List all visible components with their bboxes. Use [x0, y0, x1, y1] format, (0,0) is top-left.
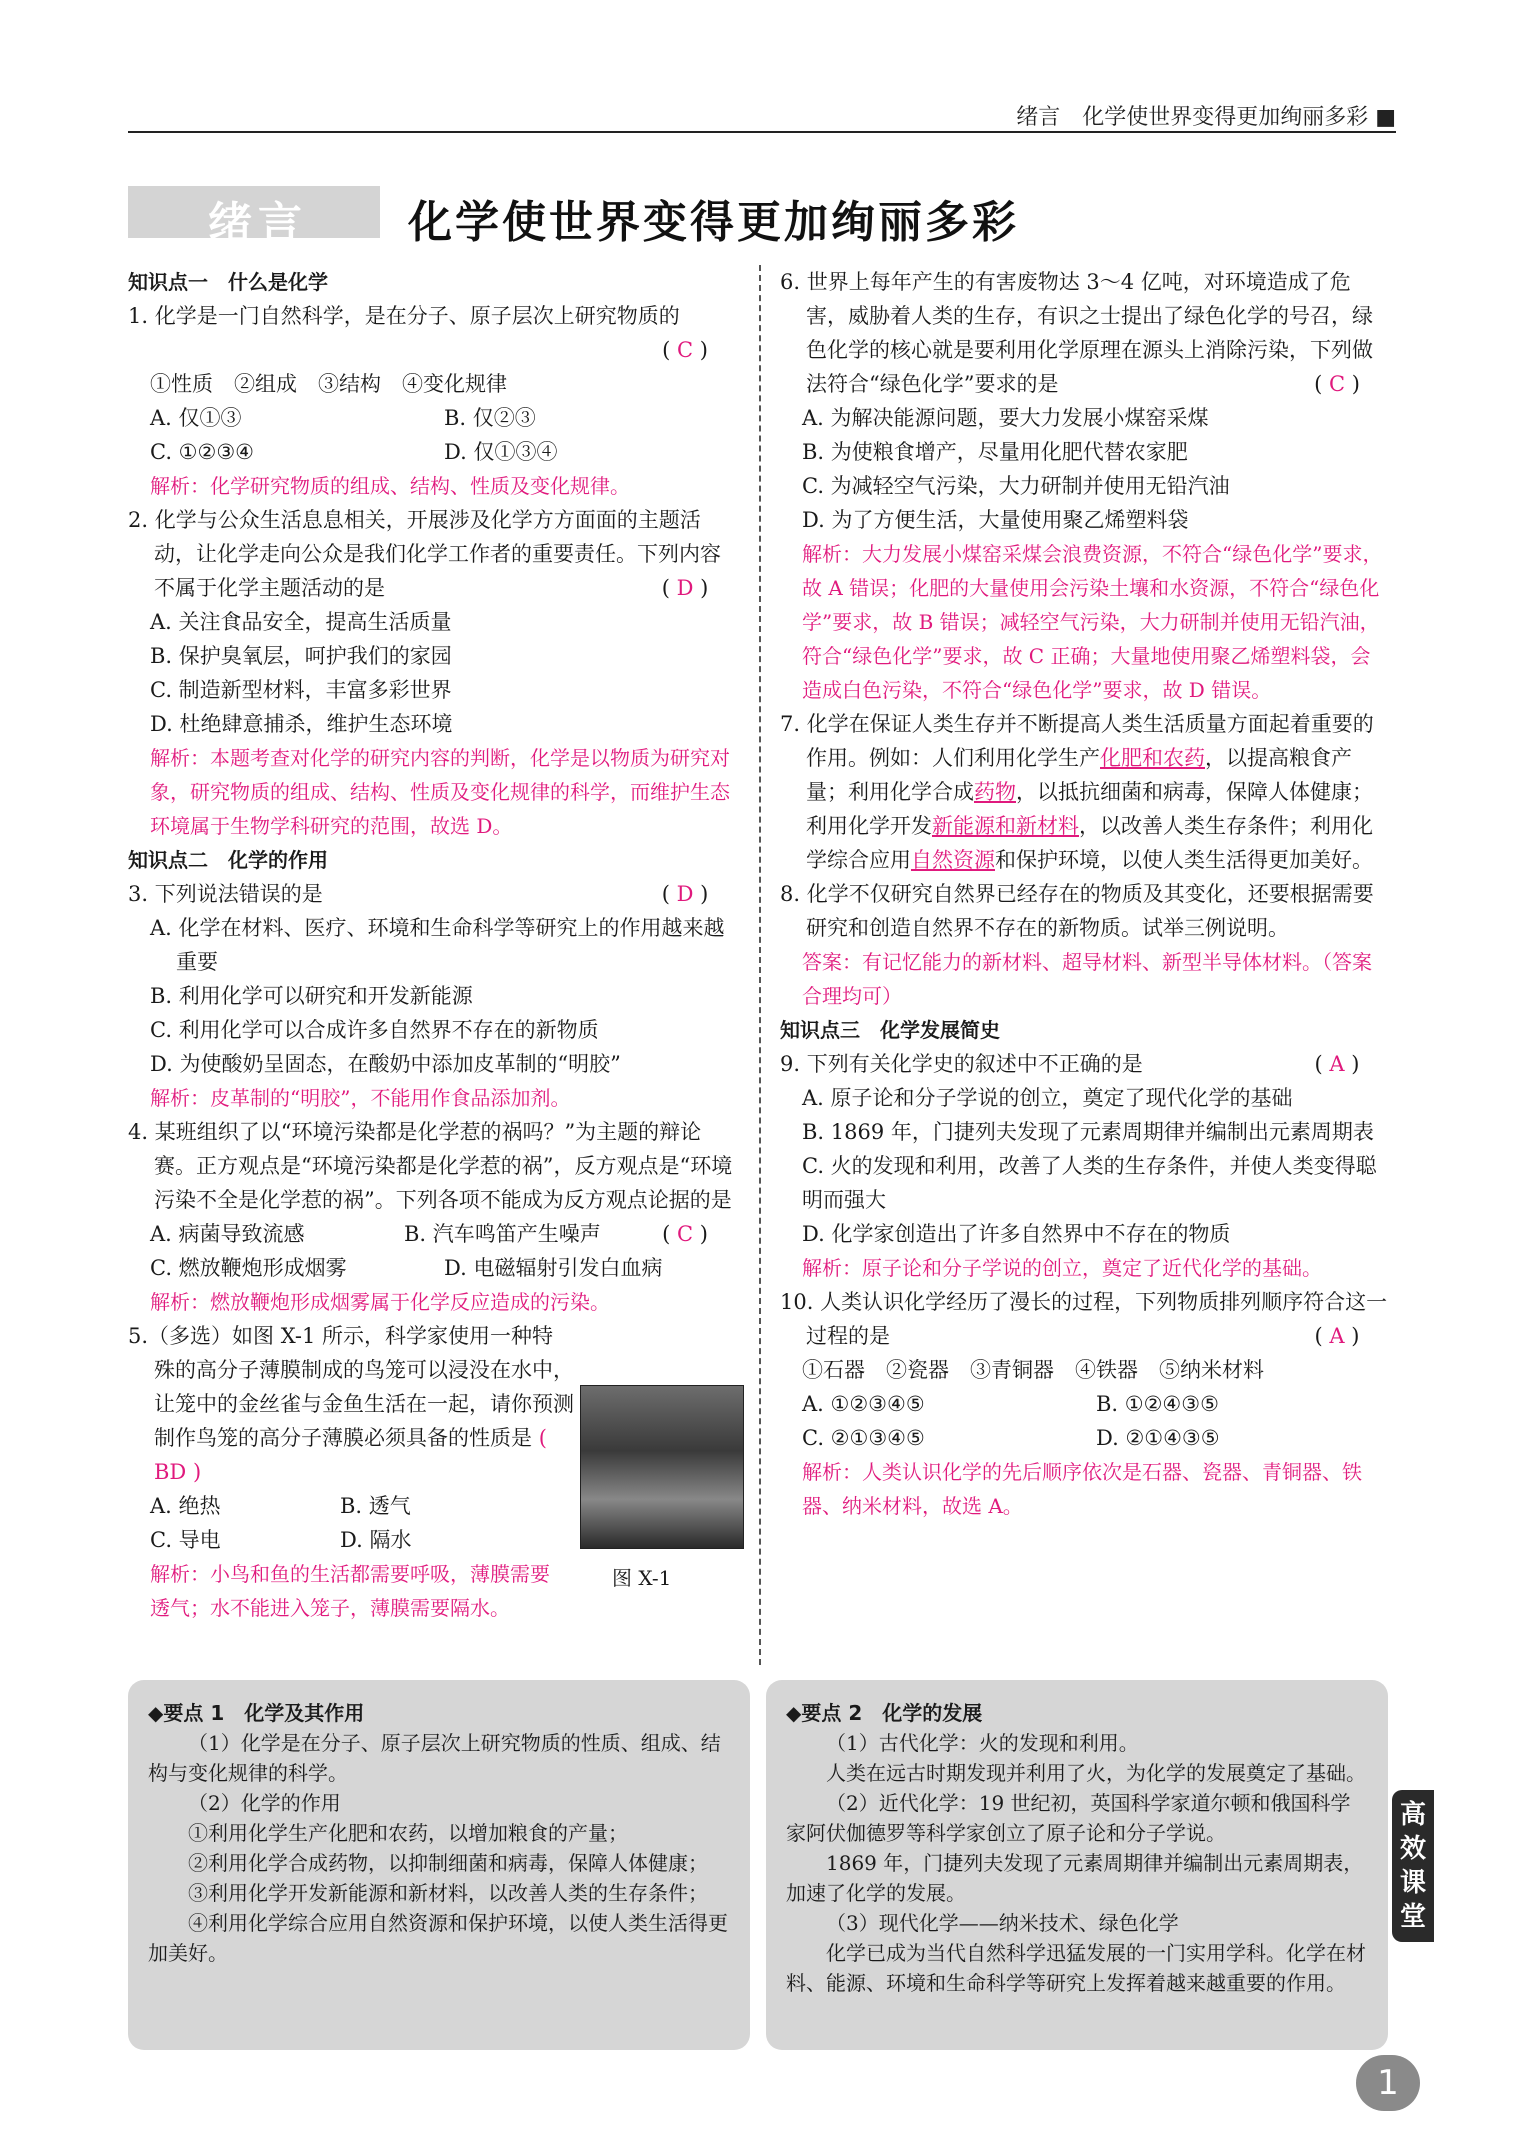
question-8: 8. 化学不仅研究自然界已经存在的物质及其变化，还要根据需要研究和创造自然界不存在的新物质。试举三例说明。 [780, 882, 1374, 940]
question-6: 6. 世界上每年产生的有害废物达 3～4 亿吨，对环境造成了危害，威胁着人类的生存，有识之士提出了绿色化学的号召，绿色化学的核心就是要利用化学原理在源头上消除污染，下列做法符合“绿色化学”要求的是 ( C ) [780, 265, 1390, 401]
q1-analysis: 解析：化学研究物质的组成、结构、性质及变化规律。 [150, 474, 630, 498]
key-point-2-box [766, 1680, 1388, 2050]
q3-analysis: 解析：皮革制的“明胶”，不能用作食品添加剂。 [150, 1086, 571, 1110]
box-line: ④利用化学综合应用自然资源和保护环境，以使人类生活得更加美好。 [148, 1911, 728, 1965]
section-heading: 知识点三 化学发展简史 [780, 1018, 1000, 1042]
right-column [780, 265, 1390, 1523]
q9-option-a: A. 原子论和分子学说的创立，奠定了现代化学的基础 [802, 1086, 1293, 1110]
running-header: 绪言 化学使世界变得更加绚丽多彩 ■ [1016, 105, 1396, 130]
q1-items: ①性质 ②组成 ③结构 ④变化规律 [150, 372, 507, 396]
q6-option-a: A. 为解决能源问题，要大力发展小煤窑采煤 [802, 406, 1209, 430]
q5-options-cd: C. 导电 D. 隔水 [150, 1528, 412, 1552]
q10-items: ①石器 ②瓷器 ③青铜器 ④铁器 ⑤纳米材料 [802, 1358, 1264, 1382]
box-line: ②利用化学合成药物，以抑制细菌和病毒，保障人体健康； [188, 1851, 708, 1875]
q9-analysis: 解析：原子论和分子学说的创立，奠定了近代化学的基础。 [802, 1256, 1322, 1280]
key-point-1-box [128, 1680, 750, 2050]
section-heading: 知识点二 化学的作用 [128, 848, 328, 872]
box-title: ◆要点 1 化学及其作用 [148, 1701, 365, 1725]
q9-option-d: D. 化学家创造出了许多自然界中不存在的物质 [802, 1222, 1231, 1246]
q10-options-ab: A. ①②③④⑤ B. ①②④③⑤ [802, 1392, 1219, 1416]
blank-answer: 化肥和农药 [1100, 746, 1205, 770]
q2-option-d: D. 杜绝肆意捕杀，维护生态环境 [150, 712, 453, 736]
q10-analysis: 解析：人类认识化学的先后顺序依次是石器、瓷器、青铜器、铁器、纳米材料，故选 A。 [802, 1460, 1362, 1518]
question-9: 9. 下列有关化学史的叙述中不正确的是 ( A ) [780, 1047, 1390, 1081]
answer: ( C ) [1310, 367, 1390, 401]
q4-options-cd: C. 燃放鞭炮形成烟雾 D. 电磁辐射引发白血病 [150, 1256, 663, 1280]
box-line: （2）近代化学：19 世纪初，英国科学家道尔顿和俄国科学家阿伏伽德罗等科学家创立了原子论和分子学说。 [786, 1791, 1351, 1845]
question-7: 7. 化学在保证人类生存并不断提高人类生活质量方面起着重要的作用。例如：人们利用化学生产化肥和农药，以提高粮食产量；利用化学合成药物，以抵抗细菌和病毒，保障人体健康；利用化学开发新能源和新材料，以改善人类生存条件；利用化学综合应用自然资源和保护环境，以使人类生活得更加美好。 [780, 712, 1374, 872]
answer: ( D ) [658, 571, 738, 605]
question-10: 10. 人类认识化学经历了漫长的过程，下列物质排列顺序符合这一过程的是 ( A ) [780, 1285, 1390, 1353]
column-divider [759, 265, 761, 1665]
answer: ( A ) [1310, 1319, 1390, 1353]
q6-option-c: C. 为减轻空气污染，大力研制并使用无铅汽油 [802, 474, 1230, 498]
box-line: ③利用化学开发新能源和新材料，以改善人类的生存条件； [188, 1881, 708, 1905]
chapter-tag-text: 绪言 [208, 198, 308, 249]
box-line: 人类在远古时期发现并利用了火，为化学的发展奠定了基础。 [826, 1761, 1366, 1785]
blank-answer: 自然资源 [911, 848, 995, 872]
q3-option-c: C. 利用化学可以合成许多自然界不存在的新物质 [150, 1018, 599, 1042]
q1-options-ab: A. 仅①③ B. 仅②③ [150, 406, 536, 430]
q4-analysis: 解析：燃放鞭炮形成烟雾属于化学反应造成的污染。 [150, 1290, 610, 1314]
q2-analysis: 解析：本题考查对化学的研究内容的判断，化学是以物质为研究对象，研究物质的组成、结构、性质及变化规律的科学，而维护生态环境属于生物学科研究的范围，故选 D。 [150, 746, 730, 838]
figure-x1-photo [580, 1385, 744, 1549]
answer: ( A ) [1310, 1047, 1390, 1081]
q3-option-a: A. 化学在材料、医疗、环境和生命科学等研究上的作用越来越重要 [150, 916, 725, 974]
answer: ( D ) [658, 877, 738, 911]
question-5: 5.（多选）如图 X-1 所示，科学家使用一种特殊的高分子薄膜制成的鸟笼可以浸没在水中，让笼中的金丝雀与金鱼生活在一起，请你预测制作鸟笼的高分子薄膜必须具备的性质是 ( BD ) [128, 1324, 574, 1484]
q4-options-ab: A. 病菌导致流感 B. 汽车鸣笛产生噪声 [150, 1222, 601, 1246]
box-title: ◆要点 2 化学的发展 [786, 1701, 983, 1725]
box-line: （1）化学是在分子、原子层次上研究物质的性质、组成、结构与变化规律的科学。 [148, 1731, 721, 1785]
header-rule [128, 131, 1396, 133]
figure-caption: 图 X-1 [612, 1566, 672, 1590]
box-line: （2）化学的作用 [188, 1791, 341, 1815]
q5-analysis: 解析：小鸟和鱼的生活都需要呼吸，薄膜需要透气；水不能进入笼子，薄膜需要隔水。 [150, 1562, 550, 1620]
section-heading: 知识点一 什么是化学 [128, 270, 328, 294]
answer: ( C ) [658, 1217, 738, 1251]
page-number: 1 [1356, 2055, 1420, 2111]
box-line: （1）古代化学：火的发现和利用。 [826, 1731, 1139, 1755]
q6-option-b: B. 为使粮食增产，尽量用化肥代替农家肥 [802, 440, 1188, 464]
question-1: 1. 化学是一门自然科学，是在分子、原子层次上研究物质的 ( C ) [128, 299, 738, 367]
question-2: 2. 化学与公众生活息息相关，开展涉及化学方方面面的主题活动，让化学走向公众是我们化学工作者的重要责任。下列内容不属于化学主题活动的是 ( D ) [128, 503, 738, 605]
box-line: 化学已成为当代自然科学迅猛发展的一门实用学科。化学在材料、能源、环境和生命科学等研究上发挥着越来越重要的作用。 [786, 1941, 1366, 1995]
blank-answer: 药物 [974, 780, 1016, 804]
chapter-tag [128, 186, 380, 249]
answer: ( C ) [658, 333, 738, 367]
question-3: 3. 下列说法错误的是 ( D ) [128, 877, 738, 911]
box-line: ①利用化学生产化肥和农药，以增加粮食的产量； [188, 1821, 628, 1845]
q2-option-c: C. 制造新型材料，丰富多彩世界 [150, 678, 452, 702]
blank-answer: 新能源和新材料 [932, 814, 1079, 838]
q3-option-d: D. 为使酸奶呈固态，在酸奶中添加皮革制的“明胶” [150, 1052, 621, 1076]
q5-options-ab: A. 绝热 B. 透气 [150, 1494, 411, 1518]
question-4: 4. 某班组织了以“环境污染都是化学惹的祸吗？”为主题的辩论赛。正方观点是“环境污染都是化学惹的祸”，反方观点是“环境污染不全是化学惹的祸”。下列各项不能成为反方观点论据的是 ( C ) [128, 1115, 738, 1217]
q6-analysis: 解析：大力发展小煤窑采煤会浪费资源，不符合“绿色化学”要求，故 A 错误；化肥的大量使用会污染土壤和水资源，不符合“绿色化学”要求，故 B 错误；减轻空气污染，大力研制并使用无铅汽油，符合“绿色化学”要求，故 C 正确；大量地使用聚乙烯塑料袋，会造成白色污染，不符合“绿色化学”要求，故 D 错误。 [802, 542, 1383, 702]
q3-option-b: B. 利用化学可以研究和开发新能源 [150, 984, 473, 1008]
page-title: 化学使世界变得更加绚丽多彩 [408, 197, 1019, 248]
q10-options-cd: C. ②①③④⑤ D. ②①④③⑤ [802, 1426, 1220, 1450]
q2-option-b: B. 保护臭氧层，呵护我们的家园 [150, 644, 452, 668]
q8-answer: 答案：有记忆能力的新材料、超导材料、新型半导体材料。（答案合理均可） [802, 950, 1372, 1008]
q9-option-b: B. 1869 年，门捷列夫发现了元素周期律并编制出元素周期表 [802, 1120, 1374, 1144]
side-tab: 高效课堂 [1392, 1790, 1434, 1942]
q6-option-d: D. 为了方便生活，大量使用聚乙烯塑料袋 [802, 508, 1189, 532]
q9-option-c: C. 火的发现和利用，改善了人类的生存条件，并使人类变得聪明而强大 [802, 1154, 1377, 1212]
answer: BD [154, 1460, 187, 1484]
q2-option-a: A. 关注食品安全，提高生活质量 [150, 610, 452, 634]
box-line: 1869 年，门捷列夫发现了元素周期律并编制出元素周期表，加速了化学的发展。 [786, 1851, 1364, 1905]
box-line: （3）现代化学——纳米技术、绿色化学 [826, 1911, 1179, 1935]
q1-options-cd: C. ①②③④ D. 仅①③④ [150, 440, 558, 464]
